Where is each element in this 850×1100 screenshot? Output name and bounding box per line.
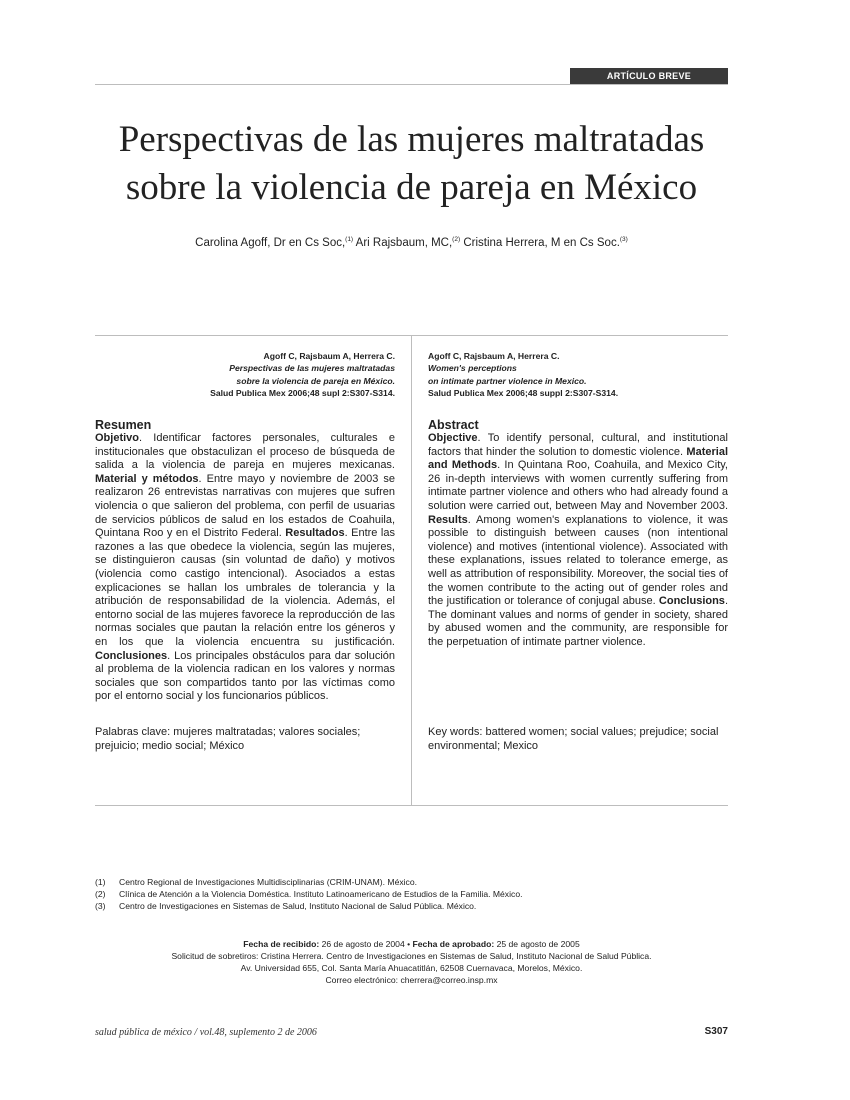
footnote-text: Centro Regional de Investigaciones Multidisciplinarias (CRIM-UNAM). México.: [119, 877, 418, 887]
author-3: Cristina Herrera, M en Cs Soc.: [460, 236, 620, 249]
footnote-number: (3): [95, 901, 106, 911]
results-text: . Among women's explanations to violence, it was possible to distinguish between causes (non intentional violence) and motives (intentional violence). Associated with these explanations, issues related to tolerance emerge, as well as attribution of responsibility. Moreover, the social ties of the women contribute to the acting out of gender roles and the justification or tolerance of conjugal abuse.: [428, 513, 728, 608]
resumen-keywords: Palabras clave: mujeres maltratadas; valores sociales; prejuicio; medio social; México: [95, 726, 361, 752]
citation-en-title-1: Women's perceptions: [428, 363, 517, 374]
citation-english: [428, 350, 728, 399]
abstract-text: [428, 432, 728, 650]
footnote-text: Centro de Investigaciones en Sistemas de Salud, Instituto Nacional de Salud Pública. México.: [119, 901, 477, 911]
author-list: [95, 236, 728, 249]
reprints-line: Solicitud de sobretiros: Cristina Herrera. Centro de Investigaciones en Sistemas de Salud, Instituto Nacional de Salud Pública.: [171, 951, 652, 961]
conclusiones-text: . Los principales obstáculos para dar solución al problema de la violencia radican en los valores y normas sociales que son compartidos tanto por las víctimas como por el entorno social y los funcionarios públicos.: [95, 649, 395, 703]
article-title: [95, 116, 728, 212]
author-1: Carolina Agoff, Dr en Cs Soc,: [195, 236, 346, 249]
author-2: Ari Rajsbaum, MC,: [353, 236, 453, 249]
citation-en-title-2: on intimate partner violence in Mexico.: [428, 375, 587, 386]
approved-label: Fecha de aprobado:: [412, 939, 495, 949]
citation-es-title-2: sobre la violencia de pareja en México.: [236, 375, 395, 386]
resumen-section: [95, 418, 395, 704]
title-line-1: Perspectivas de las mujeres maltratadas: [118, 119, 705, 160]
methods-text: . In Quintana Roo, Coahuila, and Mexico City, 26 in-depth interviews with women currently suffering from intimate partner violence and others who had already found a solution were carried out, between May and November 2003.: [428, 459, 728, 512]
correspondence-block: [95, 938, 728, 986]
objetivo-label: Objetivo: [95, 432, 140, 444]
resultados-text: . Entre las razones a las que obedece la violencia, según las mujeres, se distinguieron causas (sin voluntad de daño) y motivos (violencia como castigo intencional). Asociados a estas explicaciones se hallan los umbrales de tolerancia y la atribución de responsabilidad de la violencia. Además, el entorno social de las mujeres favorece la reproducción de las normas sociales que pautan la relación entre los géneros y en los que la violencia encuentra su justificación.: [95, 527, 395, 648]
address-line: Av. Universidad 655, Col. Santa María Ahuacatitlán, 62508 Cuernavaca, Morelos, México.: [240, 963, 583, 973]
column-divider: [411, 335, 412, 805]
citation-spanish: [95, 350, 395, 399]
resultados-label: Resultados: [285, 527, 345, 540]
citation-en-source: Salud Publica Mex 2006;48 suppl 2:S307-S314.: [428, 387, 619, 398]
author-1-affiliation: (1): [345, 236, 354, 243]
article-type-badge: ARTÍCULO BREVE: [570, 68, 728, 84]
material-label: Material y métodos: [95, 472, 199, 485]
abstract-keywords: Key words: battered women; social values; prejudice; social environmental; Mexico: [428, 726, 719, 752]
resumen-text: [95, 432, 395, 704]
author-3-affiliation: (3): [619, 236, 628, 243]
conclusiones-label: Conclusiones: [95, 649, 168, 662]
conclusions-label: Conclusions: [658, 595, 725, 608]
footnote-item: [95, 888, 745, 900]
received-value: 26 de agosto de 2004 •: [319, 939, 413, 949]
dates-line: [95, 938, 728, 950]
header-divider: [95, 84, 728, 85]
footnote-number: (2): [95, 889, 106, 899]
journal-footer: salud pública de méxico / vol.48, suplemento 2 de 2006: [95, 1027, 317, 1038]
page-number: S307: [704, 1026, 728, 1037]
abstract-heading: Abstract: [428, 418, 479, 432]
citation-en-authors: Agoff C, Rajsbaum A, Herrera C.: [428, 351, 560, 361]
received-label: Fecha de recibido:: [243, 939, 320, 949]
footnote-item: [95, 876, 745, 888]
email-line: Correo electrónico: cherrera@correo.insp.mx: [325, 975, 498, 985]
approved-value: 25 de agosto de 2005: [494, 939, 580, 949]
resumen-heading: Resumen: [95, 418, 152, 432]
abstract-section: [428, 418, 728, 650]
affiliation-footnotes: [95, 876, 745, 912]
objetivo-text: . Identificar factores personales, culturales e institucionales que obstaculizan el proceso de búsqueda de salida a la violencia de pareja en mujeres mexicanas.: [95, 432, 395, 472]
footnote-item: [95, 900, 745, 912]
author-2-affiliation: (2): [452, 236, 461, 243]
objective-label: Objective: [428, 432, 478, 444]
material-text: . Entre mayo y noviembre de 2003 se realizaron 26 entrevistas narrativas con mujeres que sufren violencia o que salieron del problema, con perfil de usuarias de servicios públicos de salud en los estados de Coahuila, Quintana Roo y en el Distrito Federal.: [95, 472, 396, 540]
citation-es-source: Salud Publica Mex 2006;48 supl 2:S307-S314.: [210, 387, 395, 398]
abstract-bottom-divider: [95, 805, 728, 806]
footnote-number: (1): [95, 877, 106, 887]
conclusions-text: . The dominant values and norms of gender in society, shared by abused women and the community, are responsible for the perpetuation of intimate partner violence.: [428, 595, 728, 648]
citation-es-title-1: Perspectivas de las mujeres maltratadas: [229, 363, 395, 374]
methods-label: Material and Methods: [428, 445, 728, 472]
footnote-text: Clínica de Atención a la Violencia Doméstica. Instituto Latinoamericano de Estudios de la Familia. México.: [119, 889, 523, 899]
title-line-2: sobre la violencia de pareja en México: [125, 167, 698, 208]
objective-text: . To identify personal, cultural, and institutional factors that hinder the solution to domestic violence.: [428, 432, 728, 458]
citation-es-authors: Agoff C, Rajsbaum A, Herrera C.: [263, 351, 395, 361]
results-label: Results: [428, 513, 468, 526]
